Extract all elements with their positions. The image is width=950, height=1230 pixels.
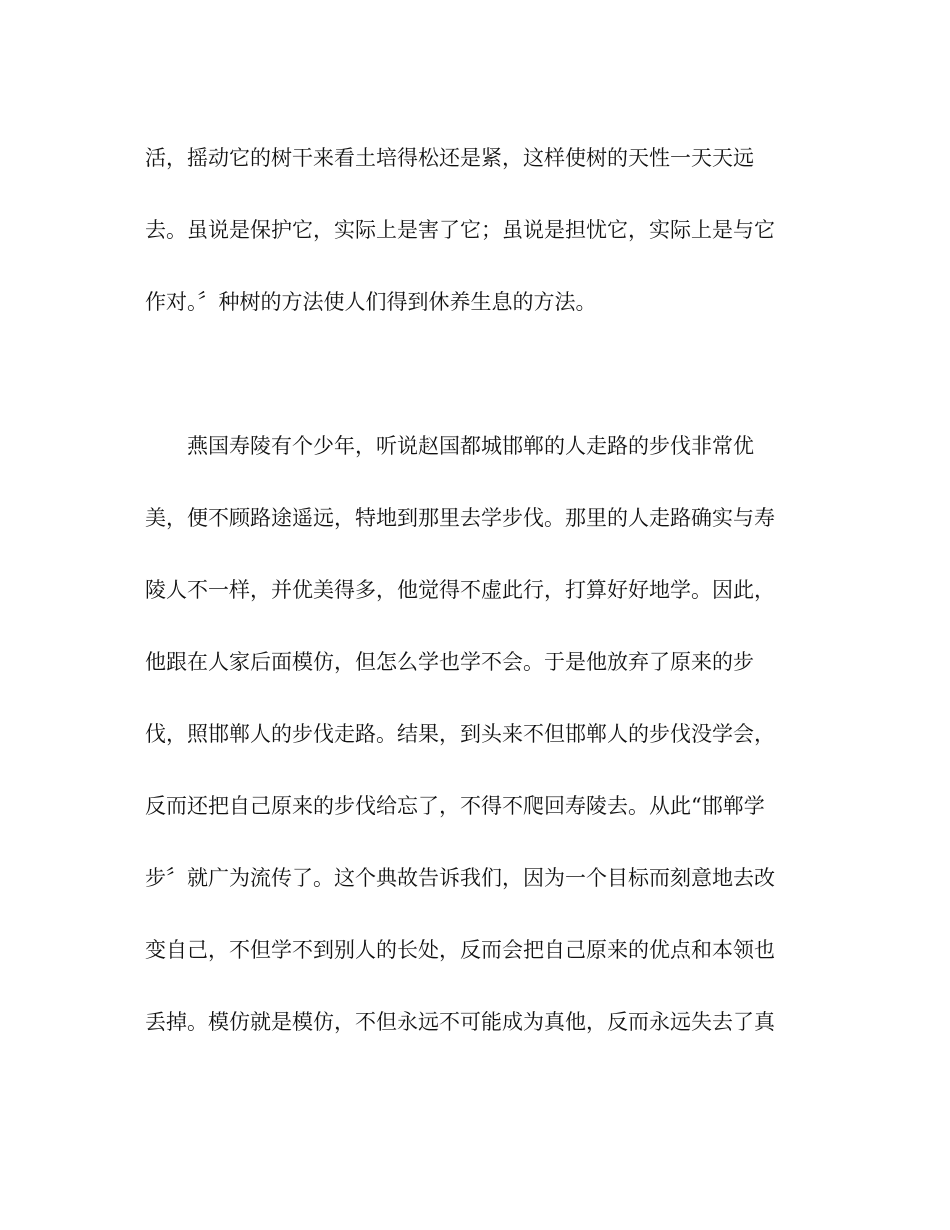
text-line: 陵人不一样，并优美得多，他觉得不虚此行，打算好好地学。因此， (145, 578, 775, 602)
text-line: 步〞就广为流传了。这个典故告诉我们，因为一个目标而刻意地去改 (145, 866, 775, 890)
text-line: 他跟在人家后面模仿，但怎么学也学不会。于是他放弃了原来的步 (145, 650, 754, 674)
text-line: 美，便不顾路途遥远，特地到那里去学步伐。那里的人走路确实与寿 (145, 506, 775, 530)
text-line: 伐，照邯郸人的步伐走路。结果，到头来不但邯郸人的步伐没学会， (145, 722, 775, 746)
text-line: 变自己，不但学不到别人的长处，反而会把自己原来的优点和本领也 (145, 938, 775, 962)
text-line: 去。虽说是保护它，实际上是害了它；虽说是担忧它，实际上是与它 (145, 218, 775, 242)
text-line: 作对。〞种树的方法使人们得到休养生息的方法。 (145, 290, 597, 314)
text-line: 反而还把自己原来的步伐给忘了，不得不爬回寿陵去。从此“邯郸学 (145, 794, 765, 818)
text-line: 活，摇动它的树干来看土培得松还是紧，这样使树的天性一天天远 (145, 146, 754, 170)
text-line: 丢掉。模仿就是模仿，不但永远不可能成为真他，反而永远失去了真 (145, 1010, 775, 1034)
text-line: 燕国寿陵有个少年，听说赵国都城邯郸的人走路的步伐非常优 (187, 434, 754, 458)
